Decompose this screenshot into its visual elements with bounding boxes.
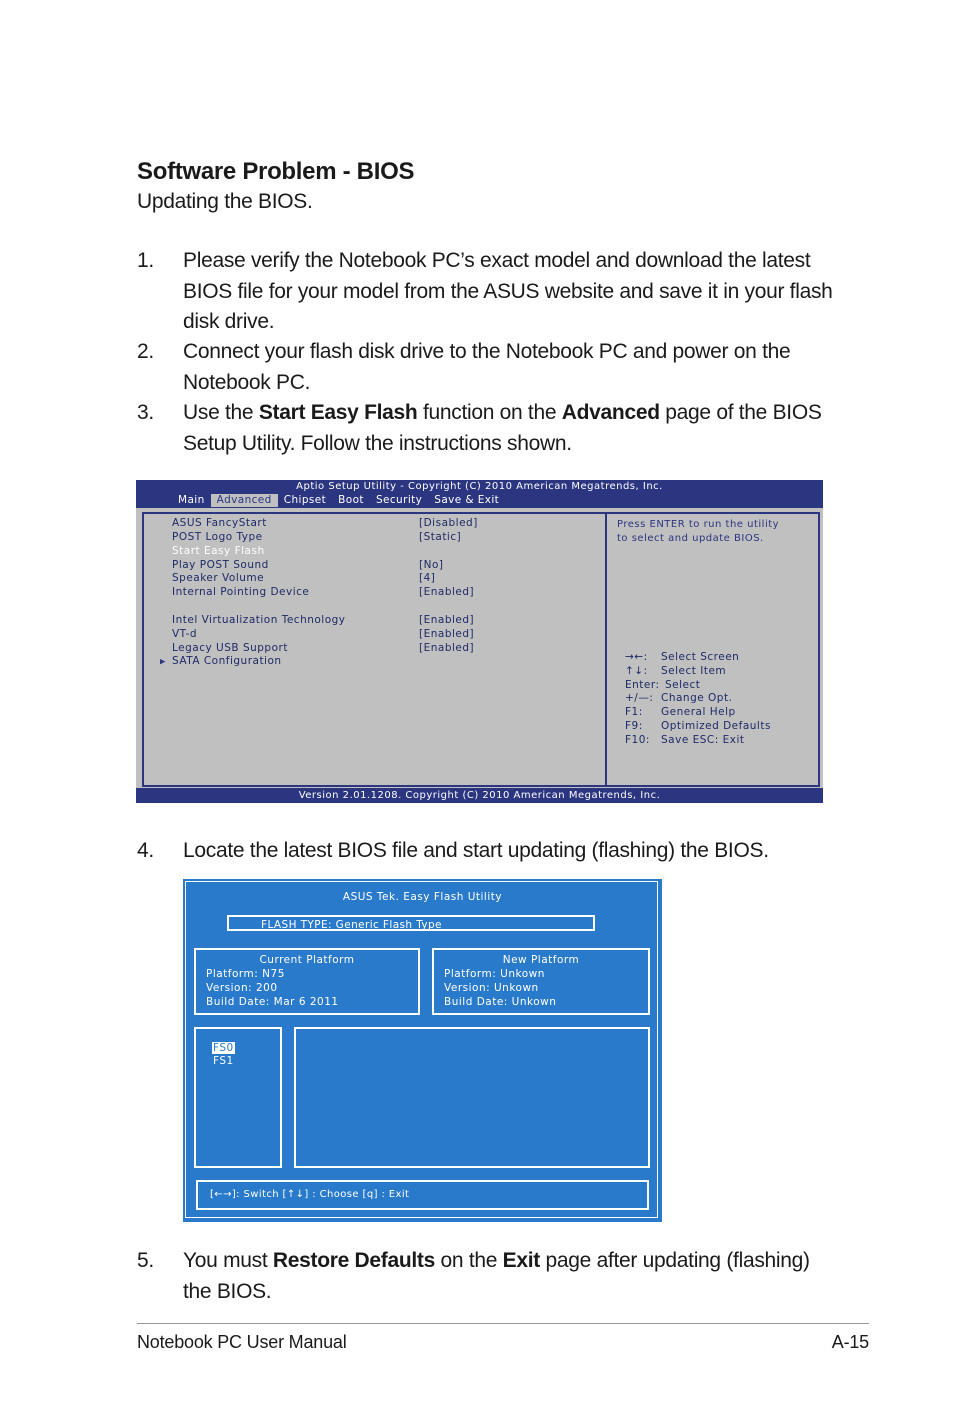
easy-flash-status-bar: [←→]: Switch [↑↓] : Choose [q] : Exit xyxy=(196,1180,649,1210)
easy-flash-screenshot xyxy=(183,879,662,1222)
intro-text: Updating the BIOS. xyxy=(137,190,313,213)
key-f10: F10: xyxy=(625,734,650,746)
page-title: Software Problem - BIOS xyxy=(137,158,415,185)
bios-setup-screenshot xyxy=(136,480,823,803)
step-1-text: Please verify the Notebook PC’s exact model and download the latest BIOS file for your model from the ASUS website and save it in your flash disk drive. xyxy=(183,249,833,333)
step-4-number: 4. xyxy=(137,839,154,862)
current-platform-name: Platform: N75 xyxy=(206,968,285,980)
bios-item-fancystart[interactable]: ASUS FancyStart xyxy=(172,517,267,529)
start-easy-flash-term: Start Easy Flash xyxy=(258,401,418,424)
step-5-post: page after updating (flashing) the BIOS. xyxy=(183,1249,810,1303)
key-plus-minus: +/—: xyxy=(625,692,654,704)
bios-help-panel xyxy=(605,512,820,787)
bios-item-legacy-usb[interactable]: Legacy USB Support xyxy=(172,642,288,654)
bios-header xyxy=(136,480,823,508)
new-platform-name: Platform: Unkown xyxy=(444,968,545,980)
restore-defaults-term: Restore Defaults xyxy=(272,1249,436,1272)
new-platform-version: Version: Unkown xyxy=(444,982,539,994)
help-line-1: Press ENTER to run the utility xyxy=(617,519,780,530)
tab-chipset[interactable]: Chipset xyxy=(283,494,327,506)
tab-security[interactable]: Security xyxy=(375,494,423,506)
bios-value-legacy-usb: [Enabled] xyxy=(419,642,475,654)
footer-divider xyxy=(137,1323,869,1324)
step-4-text: Locate the latest BIOS file and start updating (flashing) the BIOS. xyxy=(183,839,769,862)
current-platform-box xyxy=(194,948,420,1015)
bios-item-sata-config[interactable]: SATA Configuration xyxy=(172,655,282,667)
bios-tabs xyxy=(172,494,505,507)
bios-item-post-sound[interactable]: Play POST Sound xyxy=(172,559,269,571)
bios-title: Aptio Setup Utility - Copyright (C) 2010 American Megatrends, Inc. xyxy=(296,481,663,492)
step-3-mid: function on the xyxy=(417,401,562,424)
key-desc-save-exit: Save ESC: Exit xyxy=(661,734,745,746)
bios-item-speaker-volume[interactable]: Speaker Volume xyxy=(172,572,265,584)
bios-value-fancystart: [Disabled] xyxy=(419,517,478,529)
bios-settings-panel xyxy=(142,512,607,787)
tab-boot[interactable]: Boot xyxy=(338,494,364,506)
bios-item-pointing-device[interactable]: Internal Pointing Device xyxy=(172,586,310,598)
step-3-text xyxy=(183,398,843,459)
flash-type-field: FLASH TYPE: Generic Flash Type xyxy=(227,915,595,931)
exit-term: Exit xyxy=(502,1249,540,1272)
easy-flash-title: ASUS Tek. Easy Flash Utility xyxy=(342,891,503,903)
step-3-number: 3. xyxy=(137,401,154,424)
tab-main[interactable]: Main xyxy=(178,494,205,506)
step-5-text xyxy=(183,1246,843,1307)
step-1-number: 1. xyxy=(137,249,154,272)
bios-help-text xyxy=(617,518,812,546)
step-3-post: page of the BIOS Setup Utility. Follow the instructions shown. xyxy=(183,401,822,455)
key-f1: F1: xyxy=(625,706,643,718)
current-platform-heading: Current Platform xyxy=(259,954,355,966)
help-line-2: to select and update BIOS. xyxy=(617,533,764,544)
step-5-number: 5. xyxy=(137,1249,154,1272)
bios-value-virtualization: [Enabled] xyxy=(419,614,475,626)
drive-list-panel xyxy=(194,1027,282,1168)
drive-item-fs0[interactable]: FS0 xyxy=(213,1042,234,1054)
footer-manual-title: Notebook PC User Manual xyxy=(137,1332,347,1352)
submenu-arrow-icon: ▶ xyxy=(160,657,166,667)
bios-item-virtualization[interactable]: Intel Virtualization Technology xyxy=(172,614,346,626)
key-enter: Enter: xyxy=(625,679,660,691)
key-desc-general-help: General Help xyxy=(661,706,736,718)
tab-advanced[interactable]: Advanced xyxy=(211,494,278,507)
key-arrows-ud-icon: ↑↓: xyxy=(625,665,648,677)
bios-version-bar: Version 2.01.1208. Copyright (C) 2010 American Megatrends, Inc. xyxy=(136,788,823,803)
step-5-mid: on the xyxy=(435,1249,503,1272)
new-platform-build: Build Date: Unkown xyxy=(444,996,557,1008)
key-arrows-lr-icon: →←: xyxy=(625,651,648,663)
bios-value-speaker-volume: [4] xyxy=(419,572,436,584)
step-5-pre: You must xyxy=(183,1249,273,1272)
key-f9: F9: xyxy=(625,720,643,732)
current-platform-version: Version: 200 xyxy=(206,982,278,994)
advanced-term: Advanced xyxy=(561,401,660,424)
tab-save-exit[interactable]: Save & Exit xyxy=(434,494,500,506)
file-list-panel[interactable] xyxy=(294,1027,650,1168)
key-desc-select: Select xyxy=(665,679,701,691)
drive-item-fs1[interactable]: FS1 xyxy=(213,1055,234,1067)
bios-item-post-logo[interactable]: POST Logo Type xyxy=(172,531,263,543)
step-2-text: Connect your flash disk drive to the Notebook PC and power on the Notebook PC. xyxy=(183,340,791,394)
key-desc-change-opt: Change Opt. xyxy=(661,692,733,704)
key-desc-select-screen: Select Screen xyxy=(661,651,740,663)
bios-value-post-logo: [Static] xyxy=(419,531,462,543)
step-2-number: 2. xyxy=(137,340,154,363)
bios-item-start-easy-flash[interactable]: Start Easy Flash xyxy=(172,545,265,557)
bios-value-pointing-device: [Enabled] xyxy=(419,586,475,598)
current-platform-build: Build Date: Mar 6 2011 xyxy=(206,996,339,1008)
key-desc-select-item: Select Item xyxy=(661,665,727,677)
step-3-pre: Use the xyxy=(183,401,259,424)
new-platform-heading: New Platform xyxy=(502,954,580,966)
footer-page-number: A-15 xyxy=(831,1332,869,1352)
bios-item-vt-d[interactable]: VT-d xyxy=(172,628,198,640)
bios-value-post-sound: [No] xyxy=(419,559,444,571)
new-platform-box xyxy=(432,948,650,1015)
key-desc-optimized-defaults: Optimized Defaults xyxy=(661,720,771,732)
bios-value-vt-d: [Enabled] xyxy=(419,628,475,640)
